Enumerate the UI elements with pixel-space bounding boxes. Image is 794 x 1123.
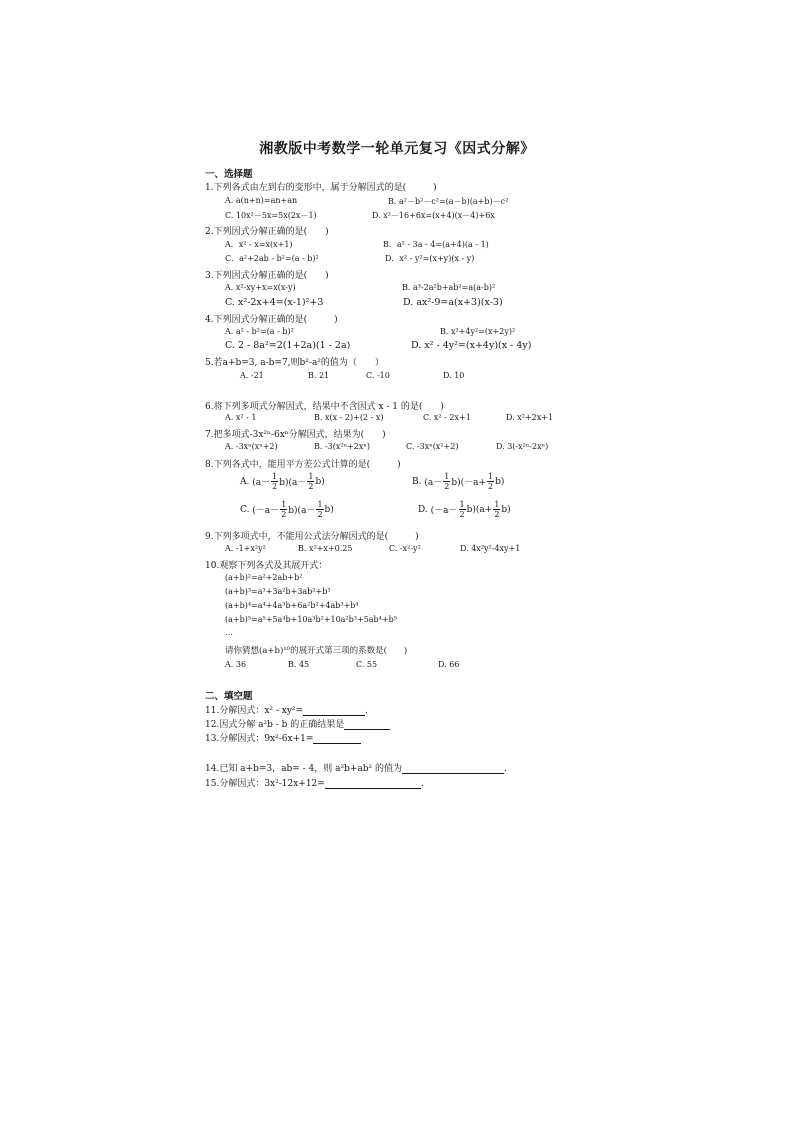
question-9-option-a: A. -1+x²y² (225, 544, 266, 553)
question-3-option-d: D. ax²-9=a(x+3)(x-3) (403, 297, 503, 308)
option-b-label: B. (412, 476, 422, 487)
fraction: $\frac{1}{2}$ (272, 472, 278, 491)
option-a-label: A. (240, 476, 250, 487)
question-1-option-b: B. a²－b²－c²=(a－b)(a+b)－c² (388, 197, 509, 206)
fraction: $\frac{1}{2}$ (281, 500, 287, 519)
question-3-stem: 3.下列因式分解正确的是( ) (205, 271, 329, 281)
fraction: $\frac{1}{2}$ (444, 472, 450, 491)
question-2-option-d: D．x² - y²=(x+y)(x - y) (385, 254, 475, 263)
question-7-option-d: D. 3(-x²ⁿ-2xⁿ) (496, 442, 549, 451)
fraction: $\frac{1}{2}$ (488, 472, 494, 491)
question-8-option-d: D. (－a－ $\frac{1}{2}$ b)(a+ $\frac{1}{2}$ b) (418, 500, 511, 519)
question-13-stem: 13.分解因式：9x²-6x+1= (205, 734, 314, 744)
question-15-stem: 15.分解因式：3x²-12x+12= (205, 779, 325, 789)
question-9-option-d: D. 4x²y²-4xy+1 (460, 544, 521, 553)
question-2-option-b: B．a² - 3a - 4=(a+4)(a - 1) (383, 240, 489, 249)
question-6-option-c: C. x² - 2x+1 (423, 413, 471, 422)
question-11: 11.分解因式：x² - xy²= . (205, 706, 368, 716)
question-1-stem: 1.下列各式由左到右的变形中，属于分解因式的是( ) (205, 183, 437, 193)
question-1-option-a: A. a(n+n)=an+an (225, 196, 298, 205)
option-d-label: D. (418, 504, 428, 515)
question-14: 14.已知 a+b=3，ab= - 4，则 a²b+ab² 的值为 . (205, 764, 507, 774)
question-10-option-a: A. 36 (225, 660, 247, 669)
question-7-option-c: C. -3xⁿ(x²+2) (406, 442, 459, 451)
question-4-option-a: A. a² - b²=(a - b)² (225, 327, 294, 336)
question-5-option-d: D. 10 (443, 371, 465, 380)
page-title: 湘教版中考数学一轮单元复习《因式分解》 (259, 141, 535, 157)
question-9-stem: 9.下列多项式中，不能用公式法分解因式的是( ) (205, 532, 419, 542)
question-1-option-c: C. 10x²－5x=5x(2x－1) (225, 211, 317, 220)
question-8-option-c: C. (－a－ $\frac{1}{2}$ b)(a－ $\frac{1}{2}$ b) (240, 500, 334, 519)
question-6-option-b: B. x(x - 2)+(2 - x) (314, 413, 384, 422)
question-4-option-c: C. 2 - 8a²=2(1+2a)(1 - 2a) (225, 340, 351, 351)
answer-blank[interactable] (303, 706, 365, 716)
expansion-line-3: (a+b)⁴=a⁴+4a³b+6a²b²+4ab³+b⁴ (225, 601, 359, 610)
section-heading-fill: 二、填空题 (205, 691, 253, 702)
question-6-option-d: D. x²+2x+1 (506, 413, 554, 422)
question-3-option-c: C. x²-2x+4=(x-1)²+3 (225, 297, 324, 308)
fraction: $\frac{1}{2}$ (308, 472, 314, 491)
question-6-option-a: A. x² - 1 (225, 413, 257, 422)
question-4-stem: 4.下列因式分解正确的是( ) (205, 315, 338, 325)
question-8-stem: 8.下列各式中，能用平方差公式计算的是( ) (205, 460, 401, 470)
question-15: 15.分解因式：3x²-12x+12= . (205, 779, 424, 789)
fraction: $\frac{1}{2}$ (459, 500, 465, 519)
question-3-option-b: B. a³-2a²b+ab²=a(a-b)² (402, 283, 496, 292)
question-11-stem: 11.分解因式：x² - xy²= (205, 706, 304, 716)
question-7-option-a: A. -3xⁿ(xⁿ+2) (225, 442, 278, 451)
question-14-stem: 14.已知 a+b=3，ab= - 4，则 a²b+ab² 的值为 (205, 764, 402, 774)
question-10-option-d: D. 66 (438, 660, 460, 669)
question-5-option-c: C. -10 (366, 371, 390, 380)
answer-blank[interactable] (344, 720, 390, 730)
expansion-line-2: (a+b)³=a³+3a²b+3ab²+b³ (225, 587, 331, 596)
question-12 (205, 717, 390, 730)
question-4-option-b: B. x²+4y²=(x+2y)² (440, 327, 516, 336)
question-10-option-b: B. 45 (288, 660, 310, 669)
question-10-option-c: C. 55 (356, 660, 378, 669)
answer-blank[interactable] (402, 764, 504, 774)
question-5-option-a: A. -21 (240, 371, 264, 380)
question-5-stem: 5.若a+b=3, a-b=7,则b²-a²的值为（ ） (205, 358, 384, 368)
fraction: $\frac{1}{2}$ (317, 500, 323, 519)
question-10-stem: 10.观察下列各式及其展开式： (205, 561, 328, 571)
question-9-option-b: B. x²+x+0.25 (298, 544, 353, 553)
expansion-ellipsis: … (225, 628, 233, 637)
question-2-option-a: A．x² - x=x(x+1) (225, 240, 293, 249)
question-4-option-d: D. x² - 4y²=(x+4y)(x - 4y) (411, 340, 532, 351)
expansion-line-4: (a+b)⁵=a⁵+5a⁴b+10a³b²+10a²b³+5ab⁴+b⁵ (225, 615, 397, 624)
question-8-option-a: A. (a－ $\frac{1}{2}$ b)(a－ $\frac{1}{2}$ b) (240, 472, 325, 491)
section-heading-choice: 一、选择题 (205, 169, 253, 180)
question-6-stem: 6.将下列多项式分解因式，结果中不含因式 x - 1 的是( ) (205, 402, 444, 412)
question-3-option-a: A. x²-xy+x=x(x-y) (225, 283, 296, 292)
expansion-line-1: (a+b)²=a²+2ab+b² (225, 573, 303, 582)
question-10-ask: 请你猜想(a+b)¹⁰的展开式第三项的系数是( ) (225, 646, 408, 656)
fraction: $\frac{1}{2}$ (494, 500, 500, 519)
question-5-option-b: B. 21 (308, 371, 330, 380)
question-1-option-d: D. x²－16+6x=(x+4)(x－4)+6x (372, 211, 495, 220)
question-7-option-b: B. -3(x²ⁿ+2xⁿ) (314, 442, 370, 451)
question-13 (205, 731, 361, 744)
question-8-option-b: B. (a－ $\frac{1}{2}$ b)(－a+ $\frac{1}{2}$ b) (412, 472, 505, 491)
question-2-option-c: C．a²+2ab - b²=(a - b)² (225, 254, 319, 263)
question-7-stem: 7.把多项式-3x²ⁿ-6xⁿ分解因式，结果为( ) (205, 430, 386, 440)
answer-blank[interactable] (325, 779, 421, 789)
question-12-stem: 12.因式分解 a²b - b 的正确结果是 (205, 720, 345, 730)
question-9-option-c: C. -x²-y² (389, 544, 421, 553)
question-2-stem: 2.下列因式分解正确的是( ) (205, 227, 329, 237)
answer-blank[interactable] (313, 734, 361, 744)
option-c-label: C. (240, 504, 250, 515)
